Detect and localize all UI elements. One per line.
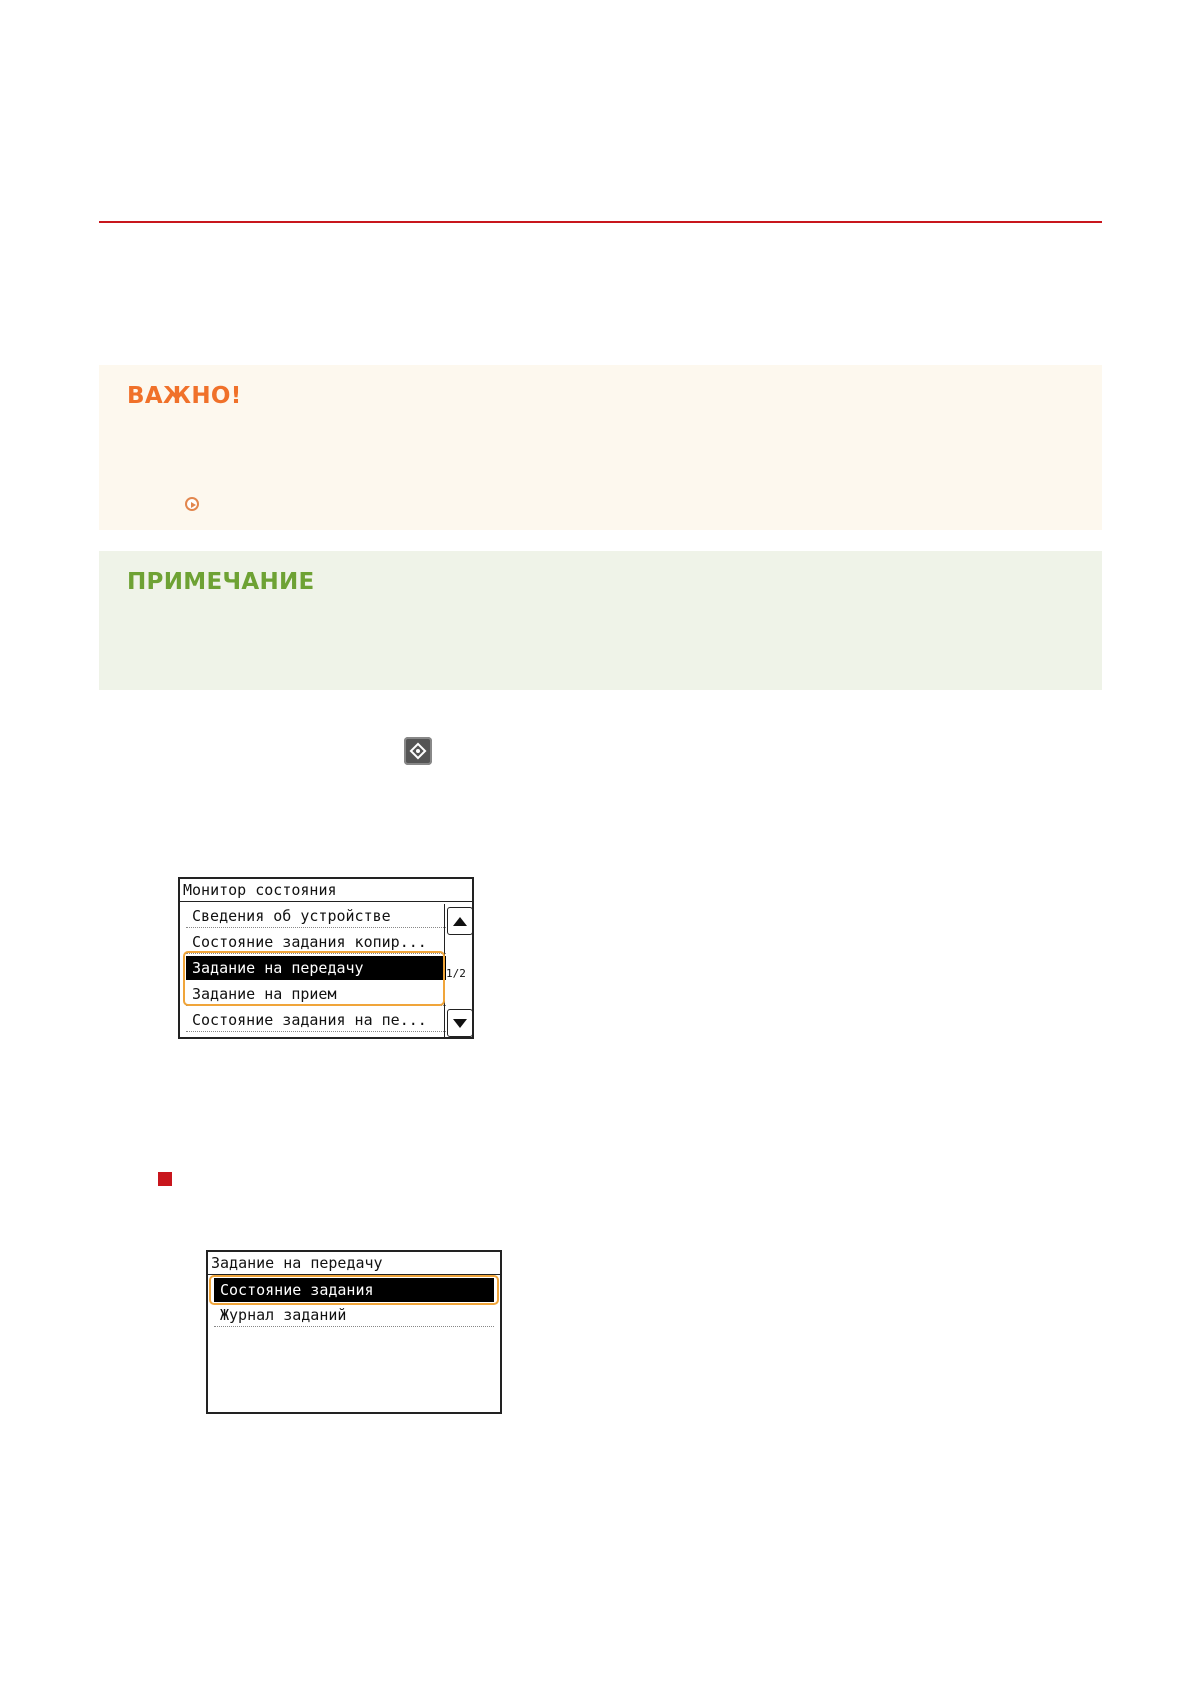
note-title: ПРИМЕЧАНИЕ bbox=[127, 569, 315, 595]
menu-item-copy-job-status[interactable]: Состояние задания копир... bbox=[186, 930, 446, 954]
arrow-up-icon bbox=[453, 917, 467, 926]
highlight-frame bbox=[209, 1275, 499, 1305]
scroll-down-button[interactable] bbox=[447, 1009, 473, 1037]
menu-item-receive-job[interactable]: Задание на прием bbox=[186, 982, 446, 1006]
section-divider bbox=[99, 221, 1102, 223]
arrow-down-icon bbox=[453, 1019, 467, 1028]
link-arrow-icon[interactable] bbox=[185, 497, 199, 511]
note-box bbox=[99, 551, 1102, 690]
screen-title: Монитор состояния bbox=[180, 879, 472, 902]
menu-item-job-log[interactable]: Журнал заданий bbox=[214, 1303, 494, 1327]
important-title: ВАЖНО! bbox=[127, 383, 242, 409]
menu-item-device-info[interactable]: Сведения об устройстве bbox=[186, 904, 446, 928]
scroll-up-button[interactable] bbox=[447, 907, 473, 935]
menu-item-print-job-status[interactable]: Состояние задания на пе... bbox=[186, 1008, 446, 1032]
menu-item-job-status[interactable]: Состояние задания bbox=[214, 1278, 494, 1302]
highlight-frame bbox=[183, 951, 445, 1006]
section-bullet-icon bbox=[158, 1172, 172, 1186]
page-indicator: 1/2 bbox=[446, 967, 466, 980]
menu-item-send-job[interactable]: Задание на передачу bbox=[186, 956, 446, 980]
home-key-icon bbox=[404, 737, 432, 765]
important-box bbox=[99, 365, 1102, 530]
screen-title: Задание на передачу bbox=[208, 1252, 500, 1275]
